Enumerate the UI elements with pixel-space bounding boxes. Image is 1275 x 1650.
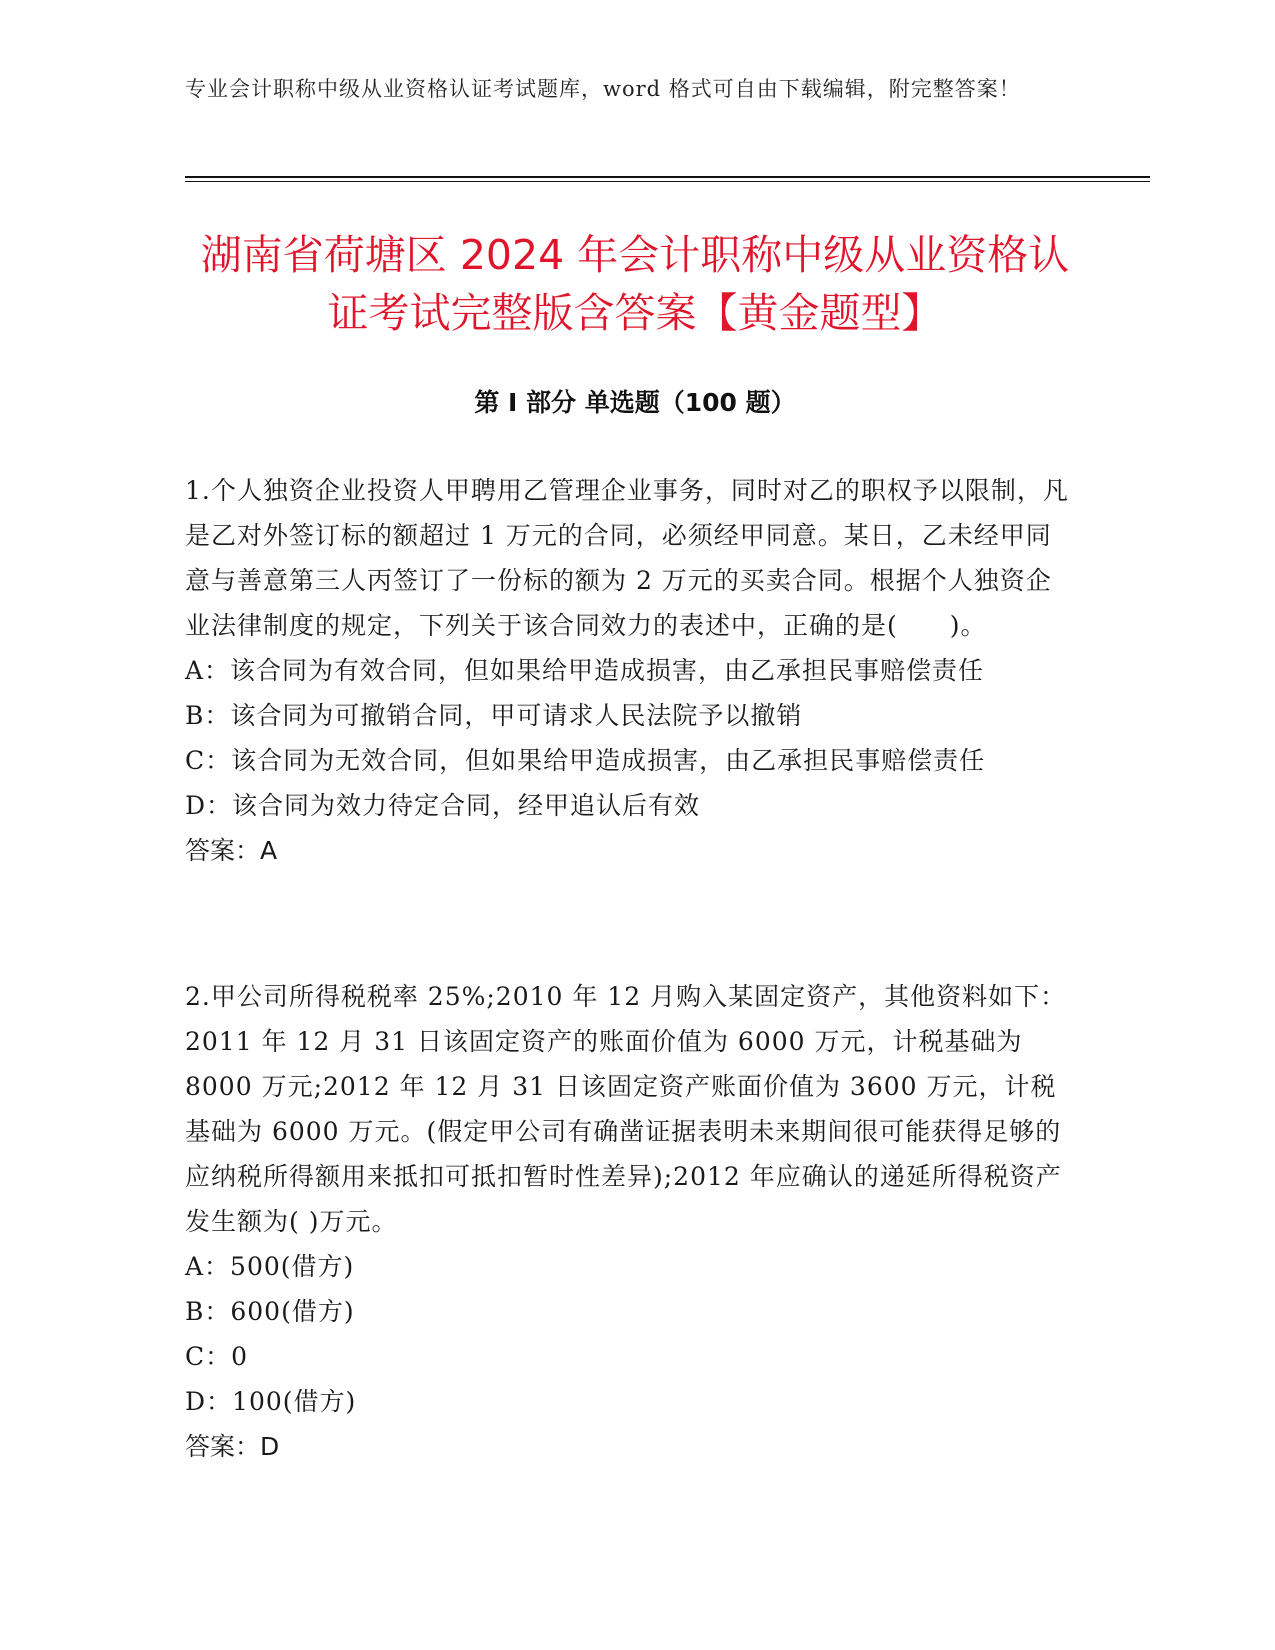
- question-2: [185, 974, 1070, 1469]
- option-c: C：该合同为无效合同，但如果给甲造成损害，由乙承担民事赔偿责任: [185, 746, 986, 775]
- answer: 答案：A: [185, 836, 278, 865]
- option-b: B：该合同为可撤销合同，甲可请求人民法院予以撤销: [185, 701, 803, 730]
- option-a: A：该合同为有效合同，但如果给甲造成损害，由乙承担民事赔偿责任: [185, 656, 985, 685]
- answer: 答案：D: [185, 1432, 280, 1461]
- option-d: D：100(借方): [185, 1387, 357, 1416]
- question-1: [185, 468, 1070, 873]
- header-rule-thick: [185, 176, 1150, 178]
- option-d: D：该合同为效力待定合同，经甲追认后有效: [185, 791, 701, 820]
- option-a: A：500(借方): [185, 1252, 355, 1281]
- section-title: 第 I 部分 单选题（100 题）: [474, 388, 796, 417]
- option-b: B：600(借方): [185, 1297, 355, 1326]
- question-stem: 2.甲公司所得税税率 25%;2010 年 12 月购入某固定资产，其他资料如下：2011 年 12 月 31 日该固定资产的账面价值为 6000 万元，计税基础为 8000 万元;2012 年 12 月 31 日该固定资产账面价值为 3600 万元，计税基础为 6000 万元。(假定甲公司有确凿证据表明未来期间很可能获得足够的应纳税所得额用来抵扣可抵扣暂时性差异);2012 年应确认的递延所得税资产发生额为( )万元。: [185, 982, 1067, 1236]
- document-title: 湖南省荷塘区 2024 年会计职称中级从业资格认证考试完整版含答案【黄金题型】: [200, 231, 1070, 337]
- header-note: 专业会计职称中级从业资格认证考试题库，word 格式可自由下载编辑，附完整答案！: [185, 77, 1021, 101]
- option-c: C：0: [185, 1342, 249, 1371]
- question-stem: 1.个人独资企业投资人甲聘用乙管理企业事务，同时对乙的职权予以限制，凡是乙对外签订标的额超过 1 万元的合同，必须经甲同意。某日，乙未经甲同意与善意第三人丙签订了一份标的额为 2 万元的买卖合同。根据个人独资企业法律制度的规定，下列关于该合同效力的表述中，正确的是( )。: [185, 476, 1069, 640]
- header-rule-thin: [185, 181, 1150, 182]
